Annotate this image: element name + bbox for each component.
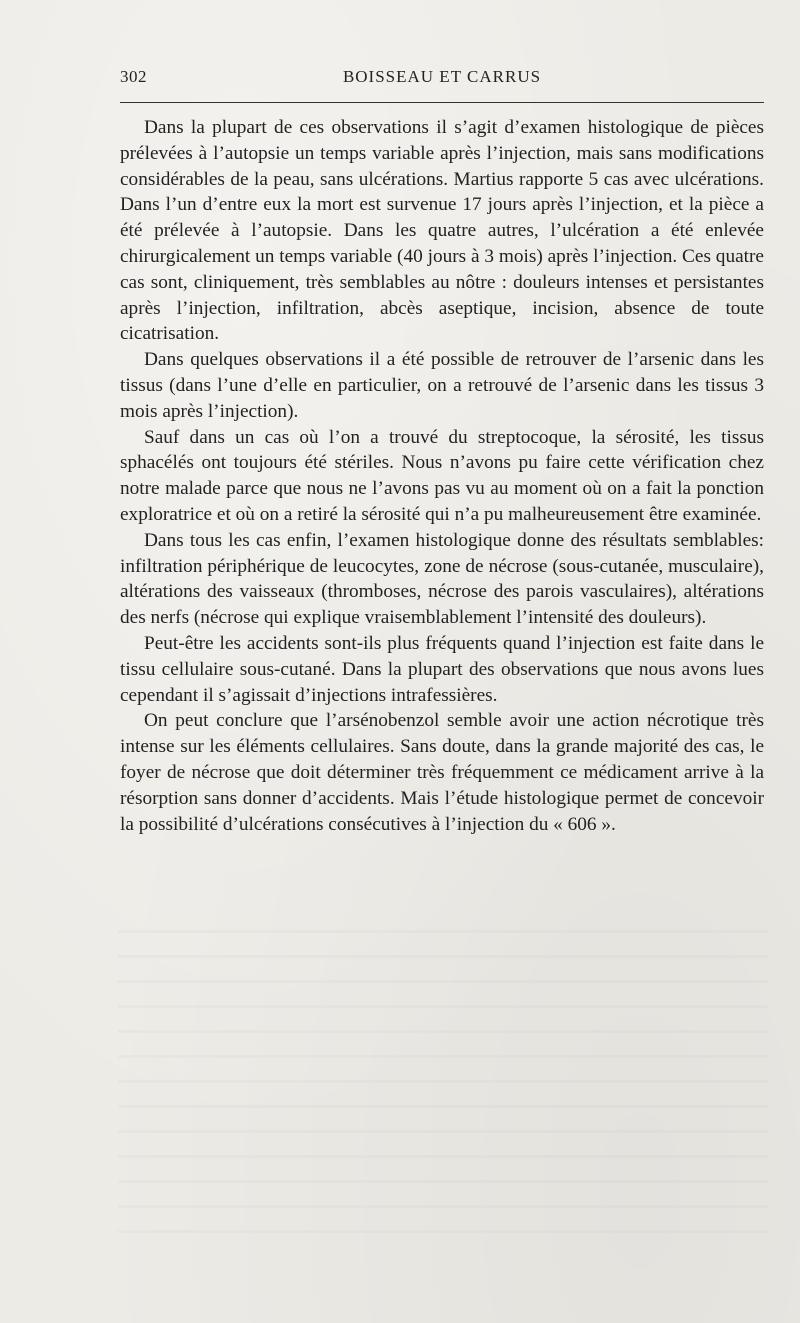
page-number: 302 [120,67,147,86]
running-title: BOISSEAU ET CARRUS [342,67,542,86]
paragraph: On peut conclure que l’arsénobenzol semble avoir une action nécrotique très intense sur les éléments cellulaires. Sans doute, dans la grande majorité des cas, le foyer de nécrose que doit déterminer très fréquemment ce médicament arrive à la résorption sans donner d’accidents. Mais l’étude histologique permet de concevoir la possibilité d’ulcérations consécutives à l’injection du « 606 ». [120,710,764,835]
paragraph: Peut-être les accidents sont-ils plus fréquents quand l’injection est faite dans le tissu cellulaire sous-cutané. Dans la plupart des observations que nous avons lues cependant il s’agissait d’injections intrafessières. [120,632,764,706]
paragraph: Dans la plupart de ces observations il s’agit d’examen histologique de pièces prélevées à l’autopsie un temps variable après l’injection, mais sans modifications considérables de la peau, sans ulcérations. Martius rapporte 5 cas avec ulcérations. Dans l’un d’entre eux la mort est survenue 17 jours après l’injection, et la pièce a été prélevée à l’autopsie. Dans les quatre autres, l’ulcération a été enlevée chirurgicalement un temps variable (40 jours à 3 mois) après l’injection. Ces quatre cas sont, cliniquement, très semblables au nôtre : douleurs intenses et persistantes après l’injection, infiltration, abcès aseptique, incision, absence de toute cicatrisation. [120,117,764,345]
header-rule [120,102,764,103]
page-header [120,67,764,91]
paragraph: Dans quelques observations il a été possible de retrouver de l’arsenic dans les tissus (dans l’une d’elle en particulier, on a retrouvé de l’arsenic dans les tissus 3 mois après l’injection). [120,349,764,422]
body-text [120,115,764,837]
paragraph: Sauf dans un cas où l’on a trouvé du streptocoque, la sérosité, les tissus sphacélés ont toujours été stériles. Nous n’avons pu faire cette vérification chez notre malade parce que nous ne l’avons pas vu au moment où on a fait la ponction exploratrice et où on a retiré la sérosité qui n’a pu malheureusement être examinée. [120,426,764,525]
show-through-texture [118,930,768,1250]
paragraph: Dans tous les cas enfin, l’examen histologique donne des résultats semblables: infiltration périphérique de leucocytes, zone de nécrose (sous-cutanée, musculaire), altérations des vaisseaux (thromboses, nécrose des parois vasculaires), altérations des nerfs (nécrose qui explique vraisemblablement l’intensité des douleurs). [120,529,764,629]
